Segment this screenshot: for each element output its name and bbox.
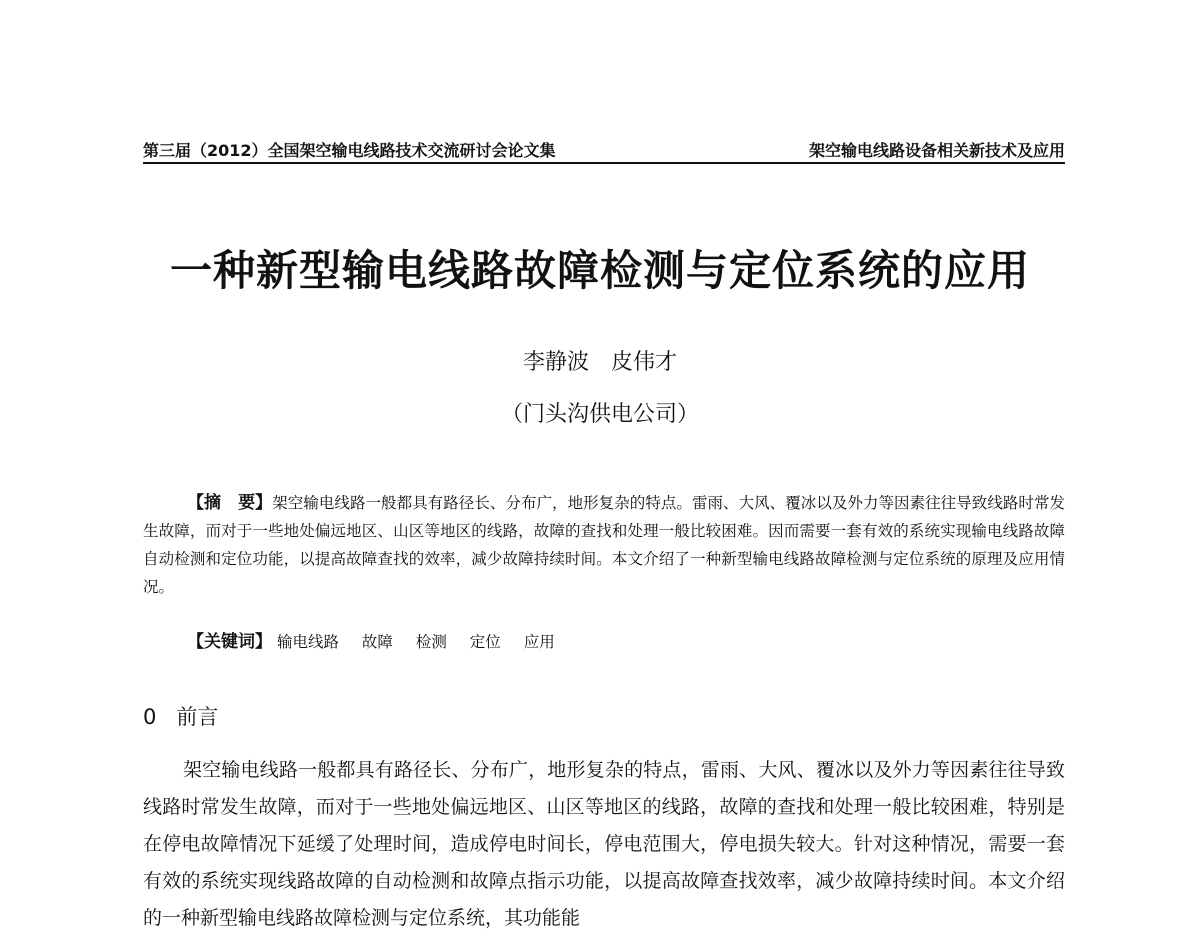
affiliation: （门头沟供电公司） xyxy=(500,402,699,427)
section-number: 0 xyxy=(143,705,157,729)
header-section-title: 架空输电线路设备相关新技术及应用 xyxy=(808,141,1065,160)
paper-title: 一种新型输电线路故障检测与定位系统的应用 xyxy=(169,246,1030,295)
author-1: 李静波 xyxy=(522,350,589,375)
section-heading xyxy=(143,701,218,731)
keyword-2: 故障 xyxy=(361,633,393,651)
running-header xyxy=(143,134,1065,164)
keywords xyxy=(187,627,573,652)
abstract xyxy=(143,489,1065,601)
keywords-label: 【关键词】 xyxy=(187,632,272,652)
section-title: 前言 xyxy=(176,705,219,729)
header-proceedings-title: 第三届（2012）全国架空输电线路技术交流研讨会论文集 xyxy=(143,141,556,160)
keyword-3: 检测 xyxy=(415,633,447,651)
body-paragraph: 架空输电线路一般都具有路径长、分布广，地形复杂的特点，雷雨、大风、覆冰以及外力等因素往往导致线路时常发生故障，而对于一些地处偏远地区、山区等地区的线路，故障的查找和处理一般比较困难，特别是在停电故障情况下延缓了处理时间，造成停电时间长，停电范围大，停电损失较大。针对这种情况，需要一套有效的系统实现线路故障的自动检测和故障点指示功能，以提高故障查找效率，减少故障持续时间。本文介绍的一种新型输电线路故障检测与定位系统，其功能能 xyxy=(143,759,1065,929)
keyword-5: 应用 xyxy=(523,633,555,651)
abstract-text: 架空输电线路一般都具有路径长、分布广，地形复杂的特点。雷雨、大风、覆冰以及外力等因素往往导致线路时常发生故障，而对于一些地处偏远地区、山区等地区的线路，故障的查找和处理一般比较困难。因而需要一套有效的系统实现输电线路故障自动检测和定位功能，以提高故障查找的效率，减少故障持续时间。本文介绍了一种新型输电线路故障检测与定位系统的原理及应用情况。 xyxy=(143,494,1065,596)
abstract-label: 【摘 要】 xyxy=(187,493,273,513)
keyword-1: 输电线路 xyxy=(276,633,339,651)
author-2: 皮伟才 xyxy=(611,350,678,375)
authors xyxy=(0,345,1200,376)
keyword-4: 定位 xyxy=(469,633,501,651)
